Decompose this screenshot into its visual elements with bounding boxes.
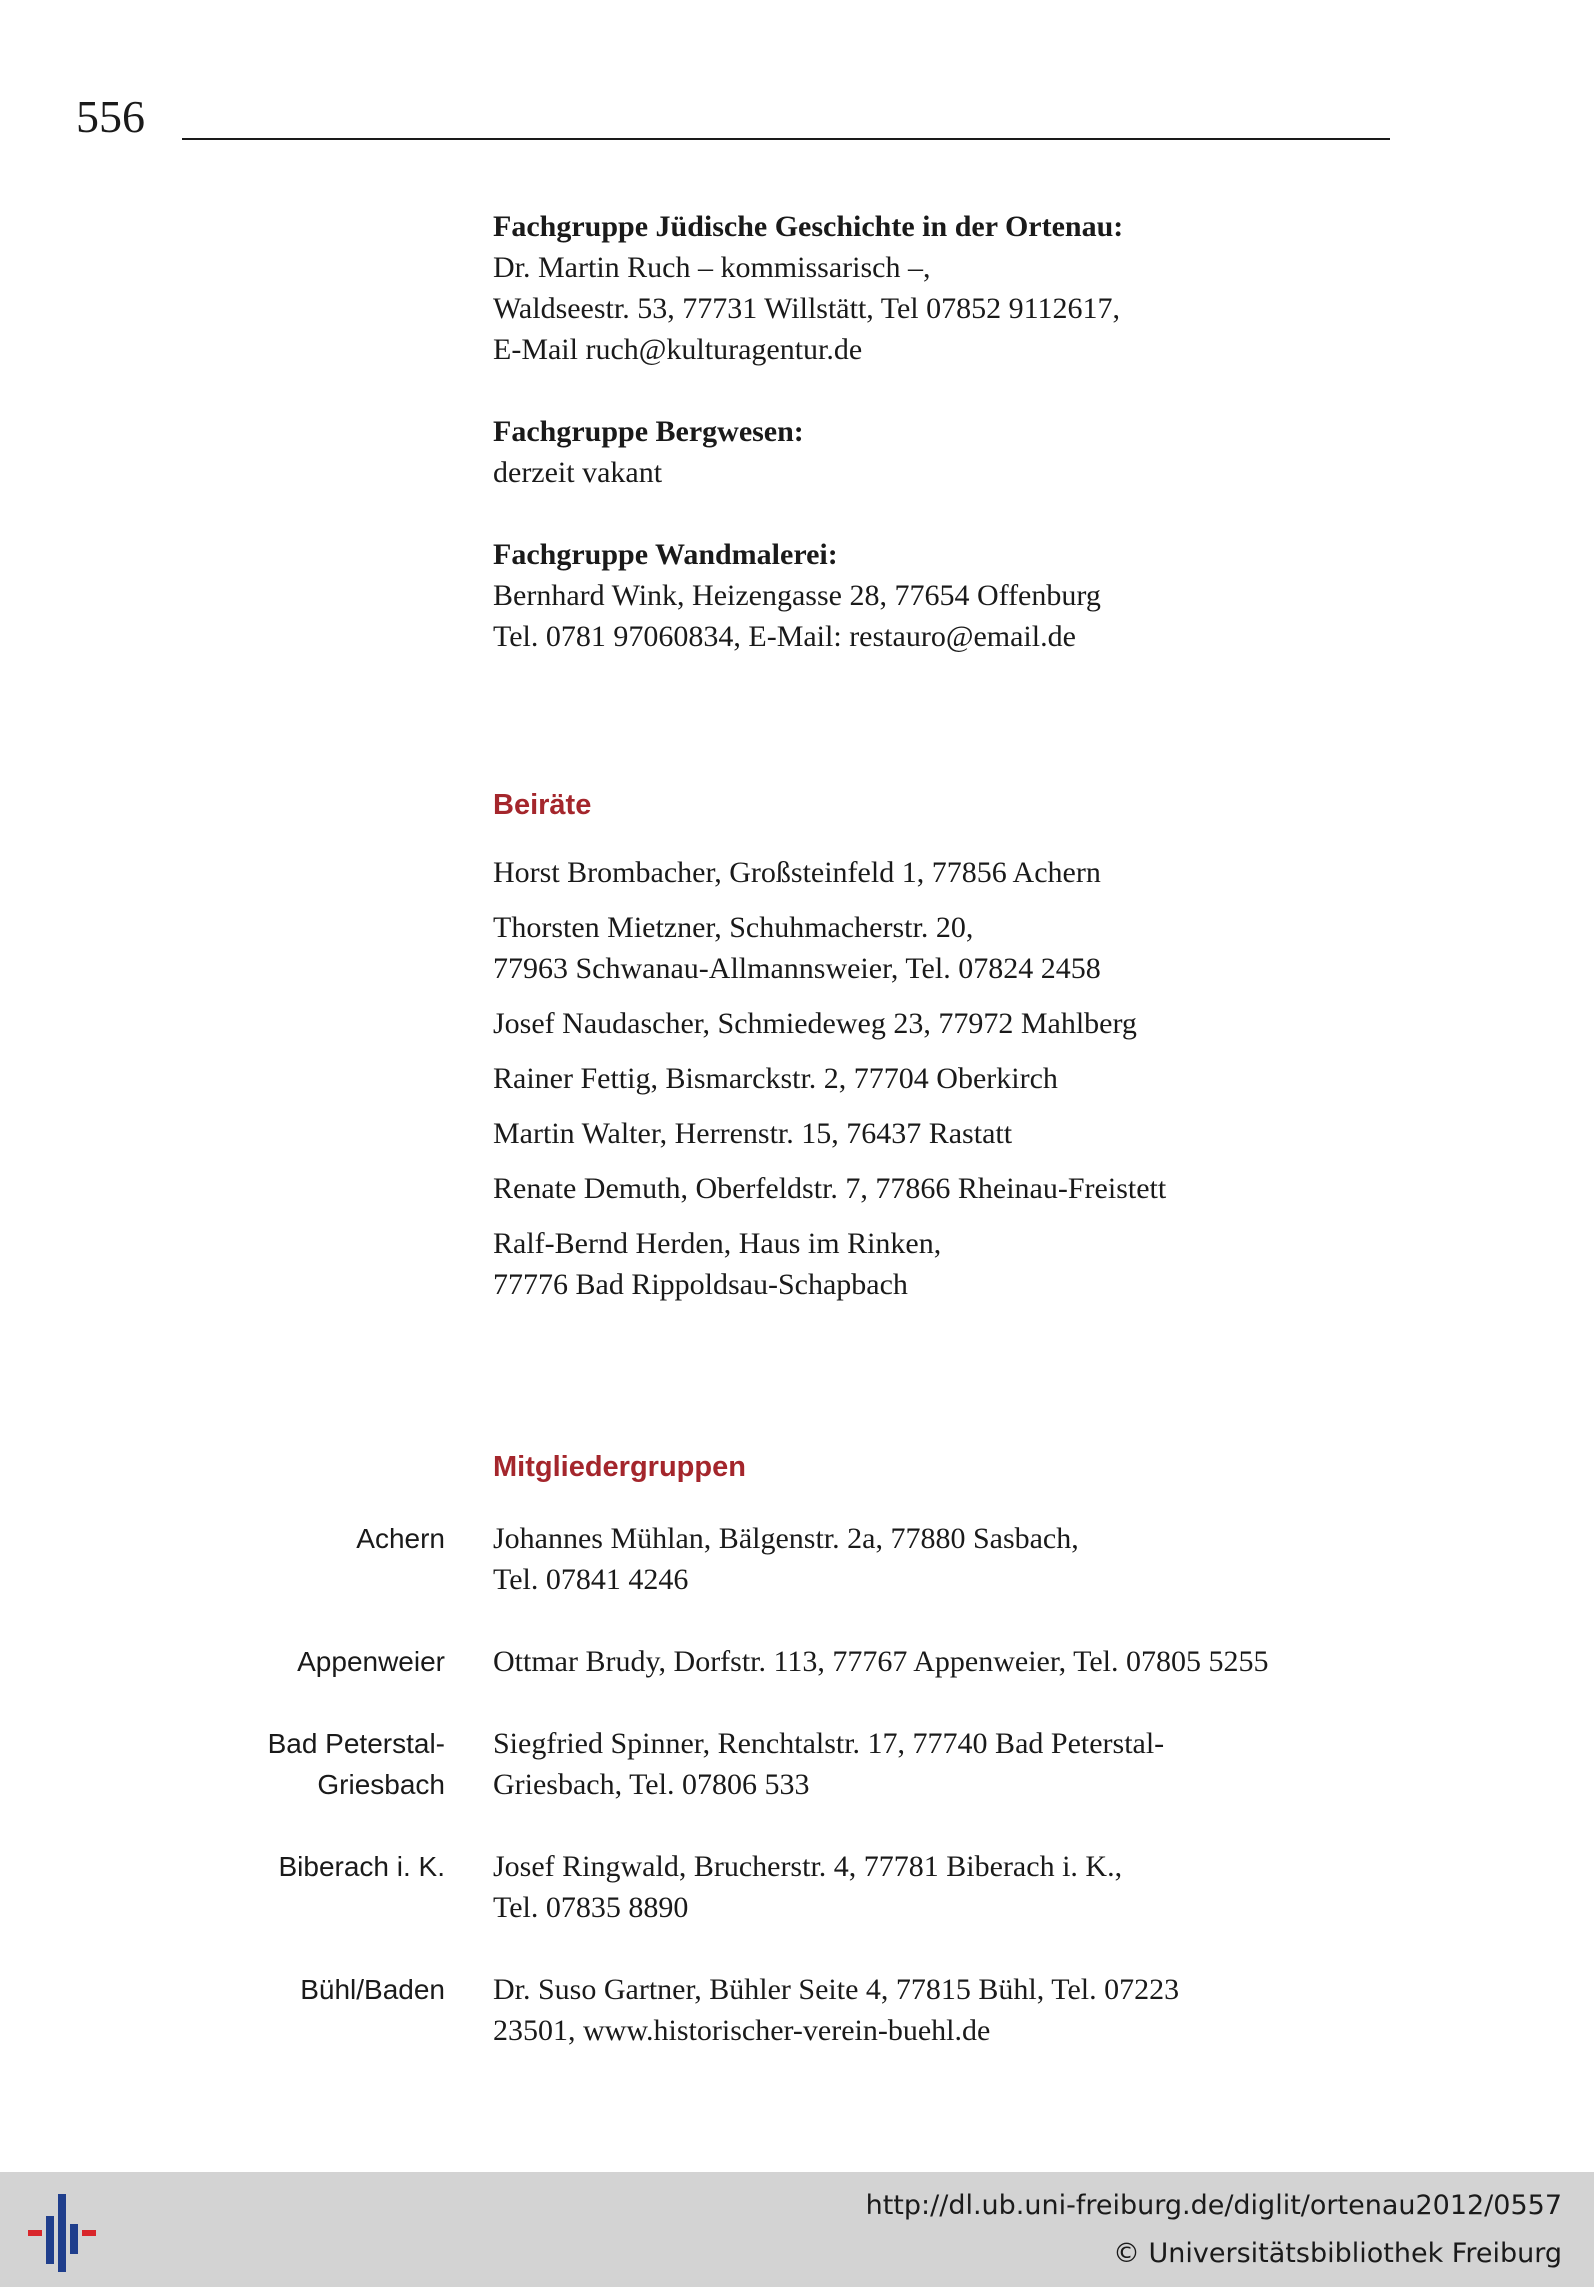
beiraete-heading: Beiräte — [493, 789, 592, 821]
fachgruppe-line: Dr. Martin Ruch – kommissarisch –, — [493, 251, 931, 284]
page-number: 556 — [76, 91, 145, 142]
mitgliedergruppe-contact — [493, 1723, 1413, 1805]
beirat-entry — [493, 1113, 1493, 1154]
fachgruppe-line: derzeit vakant — [493, 456, 663, 489]
footer-url-link[interactable]: http://dl.ub.uni-freiburg.de/diglit/ortenau2012/0557 — [865, 2190, 1562, 2221]
place-line: Biberach i. K. — [278, 1851, 445, 1882]
fachgruppe-juedische-geschichte — [493, 206, 1493, 370]
contact-line: Josef Ringwald, Brucherstr. 4, 77781 Biberach i. K., — [493, 1850, 1123, 1883]
beirat-entry — [493, 907, 1493, 989]
place-line: Bühl/Baden — [300, 1974, 445, 2005]
fachgruppe-line: E-Mail ruch@kulturagentur.de — [493, 333, 863, 366]
mitgliedergruppe-contact — [493, 1641, 1413, 1682]
mitgliedergruppe-contact — [493, 1518, 1413, 1600]
fachgruppe-title: Fachgruppe Jüdische Geschichte in der Ortenau: — [493, 210, 1124, 243]
contact-line: Tel. 07841 4246 — [493, 1563, 689, 1596]
contact-line: Griesbach, Tel. 07806 533 — [493, 1768, 810, 1801]
header-rule — [182, 138, 1390, 140]
mitgliedergruppe-contact — [493, 1969, 1413, 2051]
fachgruppe-line: Bernhard Wink, Heizengasse 28, 77654 Offenburg — [493, 579, 1101, 612]
contact-line: Tel. 07835 8890 — [493, 1891, 689, 1924]
beirat-entry — [493, 852, 1493, 893]
beirat-entry — [493, 1003, 1493, 1044]
mitgliedergruppe-place — [185, 1641, 445, 1682]
beiraete-section — [493, 785, 1493, 1319]
beirat-line: Josef Naudascher, Schmiedeweg 23, 77972 Mahlberg — [493, 1007, 1137, 1040]
main-content — [493, 206, 1493, 657]
contact-line: Siegfried Spinner, Renchtalstr. 17, 77740 Bad Peterstal- — [493, 1727, 1165, 1760]
fachgruppe-line: Waldseestr. 53, 77731 Willstätt, Tel 07852 9112617, — [493, 292, 1121, 325]
contact-line: 23501, www.historischer-verein-buehl.de — [493, 2014, 991, 2047]
beirat-line: Ralf-Bernd Herden, Haus im Rinken, — [493, 1227, 942, 1260]
beirat-line: Martin Walter, Herrenstr. 15, 76437 Rastatt — [493, 1117, 1013, 1150]
contact-line: Ottmar Brudy, Dorfstr. 113, 77767 Appenweier, Tel. 07805 5255 — [493, 1645, 1269, 1678]
ub-freiburg-logo-icon — [22, 2186, 102, 2276]
mitgliedergruppe-contact — [493, 1846, 1413, 1928]
fachgruppe-title: Fachgruppe Wandmalerei: — [493, 538, 838, 571]
mitgliedergruppe-place — [185, 1723, 445, 1805]
beirat-entry — [493, 1058, 1493, 1099]
beirat-line: 77776 Bad Rippoldsau-Schapbach — [493, 1268, 908, 1301]
mitgliedergruppe-place — [185, 1969, 445, 2010]
fachgruppe-wandmalerei — [493, 534, 1493, 657]
mitgliedergruppe-place — [185, 1846, 445, 1887]
contact-line: Johannes Mühlan, Bälgenstr. 2a, 77880 Sasbach, — [493, 1522, 1079, 1555]
beirat-line: Rainer Fettig, Bismarckstr. 2, 77704 Oberkirch — [493, 1062, 1058, 1095]
beirat-line: 77963 Schwanau-Allmannsweier, Tel. 07824 2458 — [493, 952, 1101, 985]
beirat-line: Thorsten Mietzner, Schuhmacherstr. 20, — [493, 911, 974, 944]
fachgruppe-line: Tel. 0781 97060834, E-Mail: restauro@email.de — [493, 620, 1076, 653]
footer-bar — [0, 2172, 1594, 2287]
beirat-line: Renate Demuth, Oberfeldstr. 7, 77866 Rheinau-Freistett — [493, 1172, 1167, 1205]
place-line: Appenweier — [297, 1646, 445, 1677]
fachgruppe-bergwesen — [493, 411, 1493, 493]
beirat-entry — [493, 1223, 1493, 1305]
place-line: Achern — [356, 1523, 445, 1554]
beirat-entry — [493, 1168, 1493, 1209]
place-line: Bad Peterstal- — [267, 1728, 445, 1759]
place-line: Griesbach — [317, 1769, 445, 1800]
fachgruppe-title: Fachgruppe Bergwesen: — [493, 415, 804, 448]
beirat-line: Horst Brombacher, Großsteinfeld 1, 77856 Achern — [493, 856, 1101, 889]
mitgliedergruppen-heading: Mitgliedergruppen — [493, 1451, 746, 1483]
contact-line: Dr. Suso Gartner, Bühler Seite 4, 77815 Bühl, Tel. 07223 — [493, 1973, 1180, 2006]
footer-copyright: © Universitätsbibliothek Freiburg — [1112, 2238, 1562, 2269]
mitgliedergruppe-place — [185, 1518, 445, 1559]
